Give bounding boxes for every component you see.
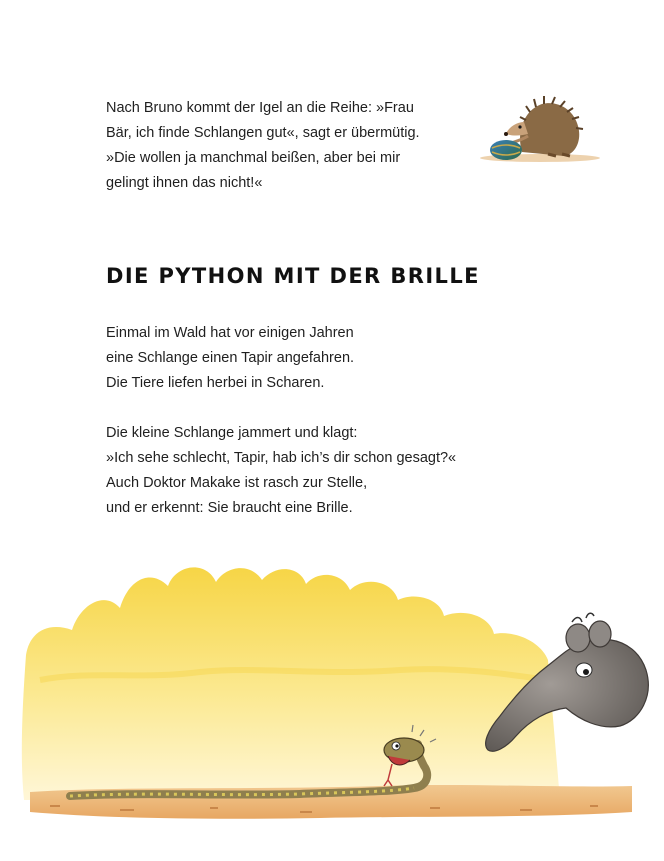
poem-line: Einmal im Wald hat vor einigen Jahren [106, 325, 354, 341]
intro-line: Nach Bruno kommt der Igel an die Reihe: »Frau [106, 100, 414, 116]
poem-line: und er erkennt: Sie braucht eine Brille. [106, 500, 353, 516]
snake-pupil [395, 744, 398, 747]
intro-line: »Die wollen ja manchmal beißen, aber bei mir [106, 150, 401, 166]
intro-paragraph [106, 96, 466, 196]
poem-stanza [106, 421, 526, 521]
poem-line: Die kleine Schlange jammert und klagt: [106, 425, 358, 441]
poem-line: »Ich sehe schlecht, Tapir, hab ich’s dir schon gesagt?« [106, 450, 457, 466]
tapir-pupil [583, 669, 589, 675]
tapir-ear [566, 624, 590, 652]
poem-title: DIE PYTHON MIT DER BRILLE [106, 264, 480, 288]
easter-egg [490, 140, 522, 160]
tapir-ear [589, 621, 611, 647]
poem-line: Die Tiere liefen herbei in Scharen. [106, 375, 325, 391]
tapir-surprise-marks [572, 613, 594, 622]
hedgehog-nose [504, 132, 508, 136]
hedgehog-illustration [450, 92, 600, 172]
hedgehog-eye [518, 125, 521, 128]
poem-line: eine Schlange einen Tapir angefahren. [106, 350, 355, 366]
intro-line: Bär, ich finde Schlangen gut«, sagt er übermütig. [106, 125, 420, 141]
yellow-wash [22, 567, 560, 800]
snake-tapir-illustration [0, 560, 664, 860]
poem-stanza [106, 321, 526, 396]
poem-line: Auch Doktor Makake ist rasch zur Stelle, [106, 475, 368, 491]
intro-line: gelingt ihnen das nicht!« [106, 175, 263, 191]
